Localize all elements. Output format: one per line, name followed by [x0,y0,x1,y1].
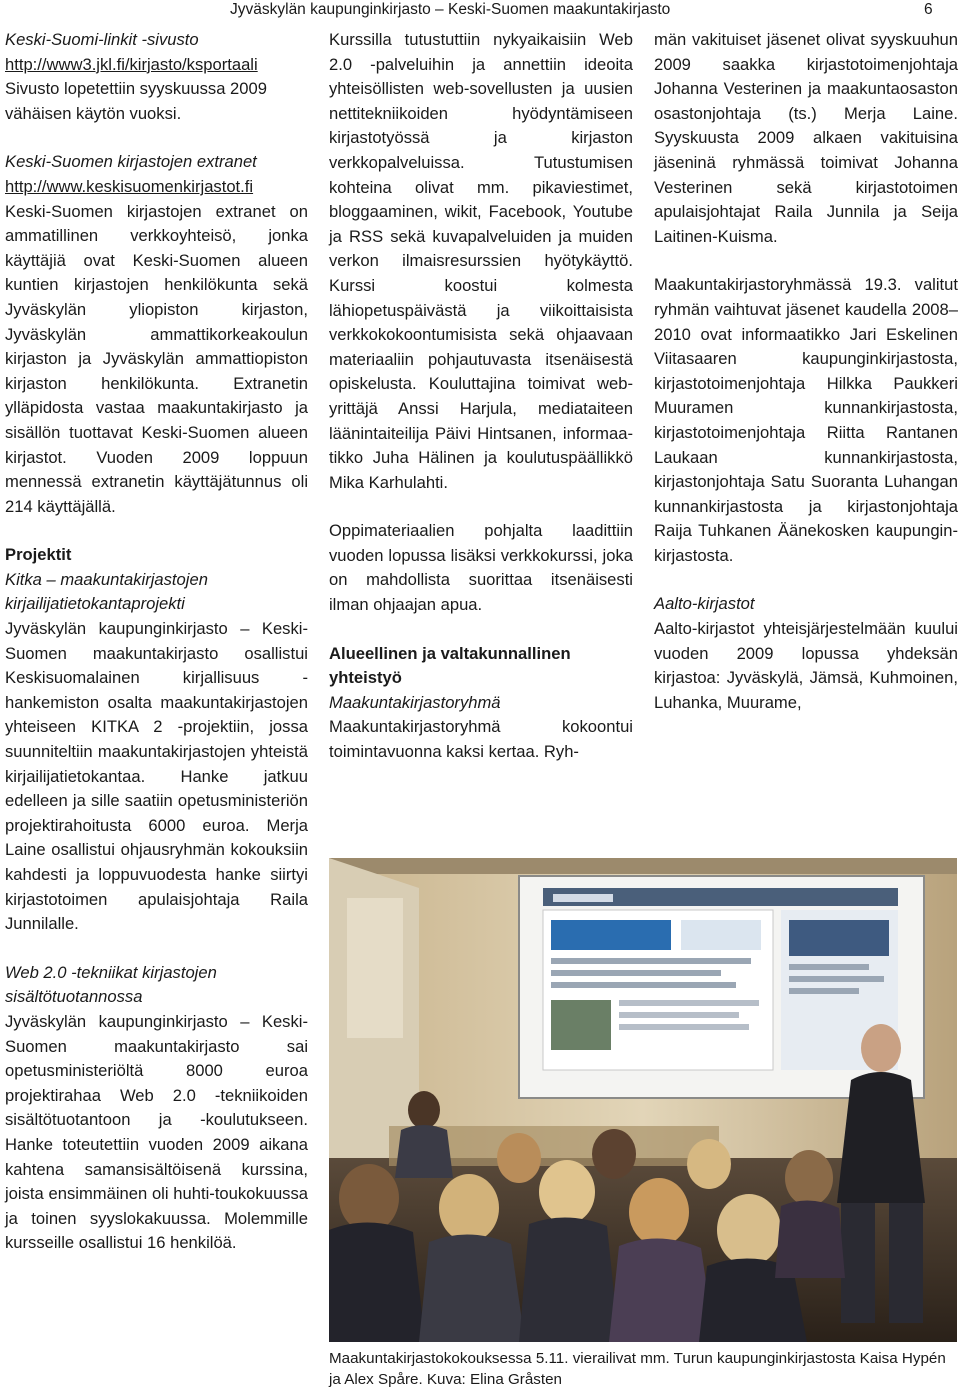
meeting-photo [329,858,957,1342]
running-header [0,0,960,22]
web2-title: Web 2.0 -tekniikat kirjastojen sisältötuotannossa [5,962,217,1007]
extranet-text: Keski-Suomen kirjastojen extranet on ammatillinen verkkoyhteisö, jonka käyttäjiä ovat Keski-Suomen alueen kuntien kirjastojen henkilökunta sekä Jyväskylän yliopiston kirjaston, Jyväskylän ammattikorkeakoulun kirjaston ja Jyväskylän ammattiopiston kirjaston henkilökunta. Extranetin ylläpidosta vastaa maakuntakirjasto ja sisällön tuottavat Keski-Suomen alueen kirjastot. Vuoden 2009 loppuun mennessä extranetin käyttäjätunnus oli 214 käyttäjällä. [5,201,308,516]
group-text: Maakuntakirjastoryhmä kokoontui toimintavuonna kaksi kertaa. Ryh- [329,717,633,762]
aalto-text: Aalto-kirjastot yhteisjärjestelmään kuului vuoden 2009 lopussa yhdeksän kirjastoa: Jyväskylä, Jämsä, Kuhmoinen, Luhanka, Muurame, [654,619,958,712]
aalto-title: Aalto-kirjastot [654,594,755,614]
page-number: 6 [924,1,933,18]
ks-links-text: Sivusto lopetettiin syyskuussa 2009 vähäisen käytön vuoksi. [5,79,267,123]
extranet-title: Keski-Suomen kirjastojen extranet [5,152,257,172]
group-title: Maakuntakirjastoryhmä [329,692,501,712]
kitka-text: Jyväskylän kaupunginkirjasto – Keski-Suomen maakuntakirjasto osallistui Keskisuomalainen kirjallisuus -hankemiston osalta maakuntakirjastojen yhteiseen KITKA 2 -projektiin, jossa suunniteltiin maakuntakirjastojen yhteistä kirjailijatietokantaa. Hanke jatkuu edelleen ja sille saatiin opetusministeriön projektirahoitusta 6000 euroa. Merja Laine osallistui ohjausryhmän kokouksiin kahdesti ja loppuvuodesta hanke siirtyi kirjastotoimen apulaisjohtaja Raila Junnilalle. [5,619,308,934]
column-2 [329,28,633,765]
running-title: Jyväskylän kaupunginkirjasto – Keski-Suomen maakuntakirjasto [230,1,671,18]
web2-text: Jyväskylän kaupunginkirjasto – Keski-Suomen maakuntakirjasto sai opetusministeriöltä 8000 euroa projektirahaa Web 2.0 -tekniikoiden sisältötuotantoon ja -koulutukseen. Hanke toteutettiin vuoden 2009 aikana kahtena samansisältöisenä kurssina, joista ensimmäinen oli huhti-toukokuussa ja toinen syyslokakuussa. Molemmille kursseille osallistui 16 henkilöä. [5,1011,308,1253]
course-text: Kurssilla tutustuttiin nykyaikaisiin Web 2.0 -palveluihin ja annettiin ideoita yhteisöllisten web-sovellusten ja uusien nettitekniikoiden hyödyntämiseen kirjastotyössä ja kirjaston verkkopalveluissa. Tutustumisen kohteina olivat mm. pikaviestimet, bloggaaminen, wikit, Facebook, Youtube ja RSS sekä kuvapalveluiden ja muiden verkon ilmaisresurssien hyötykäyttö. Kurssi koostui kolmesta lähiopetuspäivästä ja viikoittaisista verkkokokoontumisista sekä ohjaavaan materiaaliin pohjautuvasta itsenäisestä opiskelusta. Kouluttajina toimivat web-yrittäjä Anssi Harjula, mediataiteen läänintaiteilija Päivi Hintsanen, informaatikko Juha Hälinen ja koulutuspäällikkö Mika Karhulahti. [329,30,633,492]
ks-links-url[interactable]: http://www3.jkl.fi/kirjasto/ksportaali [5,54,258,74]
column-1 [5,28,308,1256]
cooperation-heading: Alueellinen ja valtakunnallinen yhteistyö [329,643,571,688]
extranet-url[interactable]: http://www.keskisuomenkirjastot.fi [5,176,254,196]
group-continued-text: män vakituiset jäsenet olivat syyskuuhun 2009 saakka kirjastotoimenjohtaja Johanna Vesterinen ja maakuntaosaston osastonjohtaja (ts.) Merja Laine. Syyskuusta 2009 alkaen vakituisina jäseninä ryhmässä toimivat Johanna Vesterinen sekä kirjastotoimen apulaisjohtajat Raila Junnila ja Seija Laitinen-Kuisma. [654,30,958,246]
column-3 [654,28,958,715]
ks-links-title: Keski-Suomi-linkit -sivusto [5,30,199,49]
projects-heading: Projektit [5,545,72,565]
kitka-title: Kitka – maakuntakirjastojen kirjailijatietokantaprojekti [5,569,208,614]
materials-text: Oppimateriaalien pohjalta laadittiin vuoden lopussa lisäksi verkkokurssi, joka on mahdollista suorittaa itsenäisesti ilman ohjaajan apua. [329,521,633,615]
group-members-text: Maakuntakirjastoryhmässä 19.3. valitut ryhmän vaihtuvat jäsenet kaudella 2008–2010 ovat informaatikko Jari Eskelinen Viitasaaren kaupunginkirjastosta, kirjastotoimenjohtaja Hilkka Paukkeri Muuramen kunnankirjastosta, kirjastotoimenjohtaja Riitta Rantanen Laukaan kunnankirjastosta, kirjastonjohtaja Satu Suoranta Luhangan kunnankirjastosta ja kirjastonjohtaja Raija Tuhkanen Äänekosken kaupunginkirjastosta. [654,275,958,565]
photo-caption: Maakuntakirjastokokouksessa 5.11. vierailivat mm. Turun kaupunginkirjastosta Kaisa Hypén ja Alex Spåre. Kuva: Elina Gråsten [329,1350,946,1388]
meeting-photo-illustration [329,858,957,1342]
